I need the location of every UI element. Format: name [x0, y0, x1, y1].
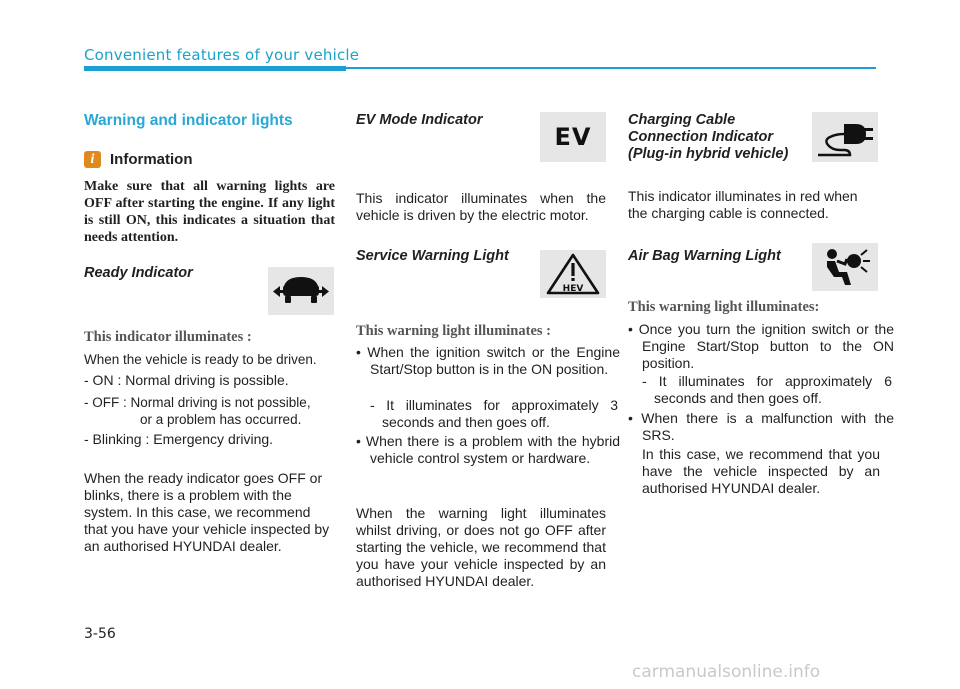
header-rule [346, 67, 876, 69]
info-label: Information [110, 151, 193, 168]
on-line: - ON : Normal driving is possible. [84, 372, 289, 388]
charging-text: This indicator illuminates in red when the charging cable is connected. [628, 188, 858, 221]
service-sub-1: - It illuminates for approximately 3 seconds and then goes off. [370, 397, 618, 430]
charging-title-2: Connection Indicator [628, 129, 773, 145]
charging-title-3: (Plug-in hybrid vehicle) [628, 146, 789, 162]
airbag-bullet-1: • Once you turn the ignition switch or the Engine Start/Stop button to the ON position. [628, 321, 894, 371]
off-line: - OFF : Normal driving is not possible, [84, 395, 311, 410]
ev-icon-text: EV [554, 123, 592, 151]
ev-mode-title: EV Mode Indicator [356, 112, 483, 128]
info-header [84, 151, 193, 168]
illuminates-lead: This indicator illuminates : [84, 329, 252, 345]
blink-line: - Blinking : Emergency driving. [84, 431, 274, 447]
ready-line: When the vehicle is ready to be driven. [84, 352, 317, 367]
page-number: 3-56 [84, 626, 116, 642]
info-icon: i [84, 151, 101, 168]
section-heading: Warning and indicator lights [84, 112, 293, 129]
service-paragraph: When the warning light illuminates whilst driving, or does not go OFF after starting the vehicle, we recommend that you have your vehicle inspected by an authorised HYUNDAI dealer. [356, 505, 606, 589]
info-text: Make sure that all warning lights are OFF after starting the engine. If any light is still ON, this indicates a situation that needs attention. [84, 179, 335, 245]
ready-indicator-title: Ready Indicator [84, 265, 193, 281]
ready-paragraph: When the ready indicator goes OFF or blinks, there is a problem with the system. In this case, we recommend that you have your vehicle inspected by an authorised HYUNDAI dealer. [84, 470, 330, 554]
airbag-lead: This warning light illuminates: [628, 299, 820, 315]
service-bullet-1: • When the ignition switch or the Engine Start/Stop button is in the ON position. [356, 344, 620, 377]
charging-plug-icon [812, 112, 878, 162]
ev-icon [540, 112, 606, 162]
airbag-sub-1: - It illuminates for approximately 6 seconds and then goes off. [642, 373, 892, 406]
service-bullet-2: • When there is a problem with the hybrid vehicle control system or hardware. [356, 433, 620, 466]
ev-text: This indicator illuminates when the vehicle is driven by the electric motor. [356, 190, 606, 223]
airbag-title: Air Bag Warning Light [628, 248, 781, 264]
header-bar [84, 66, 346, 71]
service-warning-title: Service Warning Light [356, 248, 509, 264]
ready-car-icon [268, 267, 334, 315]
airbag-bullet-2: • When there is a malfunction with the SRS. [628, 410, 894, 443]
airbag-followup: In this case, we recommend that you have the vehicle inspected by an authorised HYUNDAI dealer. [642, 446, 880, 496]
hev-warning-icon [540, 250, 606, 298]
service-lead: This warning light illuminates : [356, 323, 551, 339]
section-title: Convenient features of your vehicle [84, 46, 360, 64]
hev-icon-text: HEV [562, 284, 584, 294]
airbag-person-icon [812, 243, 878, 291]
watermark: carmanualsonline.info [632, 662, 821, 682]
off-line-cont: or a problem has occurred. [140, 412, 302, 427]
charging-title-1: Charging Cable [628, 112, 736, 128]
